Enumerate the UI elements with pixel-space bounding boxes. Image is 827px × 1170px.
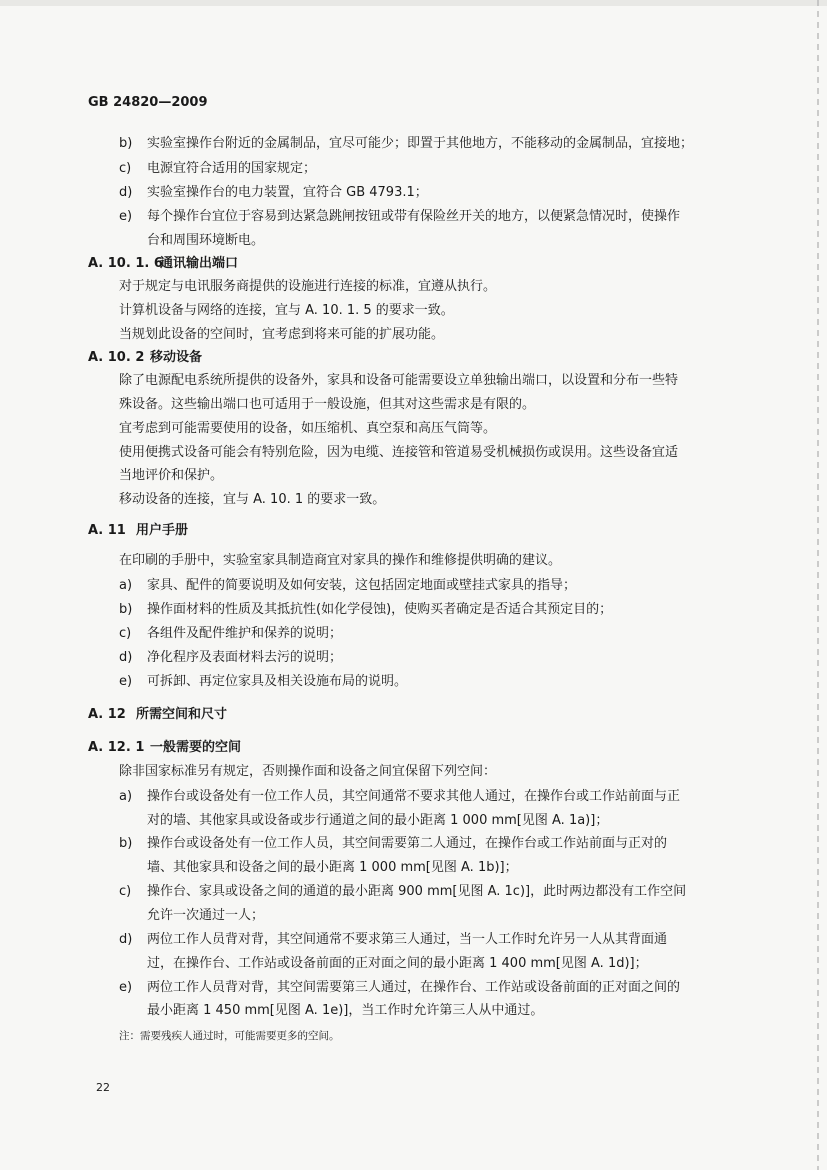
list-item [119,161,316,177]
list-item [119,884,686,900]
scan-top-edge [0,0,827,6]
list-item [119,602,612,618]
item-marker: d) [119,650,133,665]
section-number: A. 12. 1 [88,740,145,755]
list-item [119,932,667,948]
section-heading-a12-1 [88,740,241,756]
item-marker: a) [119,789,133,804]
list-item-continuation [119,233,264,249]
item-text: 两位工作人员背对背，其空间通常不要求第三人通过，当一人工作时允许另一人从其背面通 [147,932,668,947]
item-text: 墙、其他家具和设备之间的最小距离 1 000 mm[见图 A. 1b)]； [147,860,518,875]
list-item [119,136,693,152]
paragraph: 当规划此设备的空间时，宜考虑到将来可能的扩展功能。 [119,327,445,342]
paragraph: 除非国家标准另有规定，否则操作面和设备之间宜保留下列空间： [119,764,497,779]
note: 注：需要残疾人通过时，可能需要更多的空间。 [119,1030,340,1042]
section-heading-a12 [88,707,227,723]
item-marker: d) [119,932,133,947]
list-item [119,185,428,201]
paragraph-continuation: 当地评价和保护。 [119,468,224,483]
section-heading-a11 [88,523,188,539]
section-heading-a10-1-6 [88,256,238,272]
list-item [119,578,576,594]
paragraph: 除了电源配电系统所提供的设备外，家具和设备可能需要设立单独输出端口，以设置和分布一些特 [119,373,679,388]
item-text: 可拆卸、再定位家具及相关设施布局的说明。 [147,674,408,689]
standard-header: GB 24820—2009 [88,95,208,110]
item-text: 操作台、家具或设备之间的通道的最小距离 900 mm[见图 A. 1c)]，此时两边都没有工作空间 [147,884,687,899]
item-marker: b) [119,602,133,617]
list-item-continuation [119,908,264,924]
list-item [119,674,407,690]
section-title: 一般需要的空间 [150,740,242,755]
paragraph: 对于规定与电讯服务商提供的设施进行连接的标准，宜遵从执行。 [119,279,497,294]
paragraph-continuation: 殊设备。这些输出端口也可适用于一般设施，但其对这些需求是有限的。 [119,397,536,412]
section-title: 通讯输出端口 [160,256,239,271]
item-text: 家具、配件的简要说明及如何安装，这包括固定地面或壁挂式家具的指导； [147,578,577,593]
list-item [119,980,680,996]
item-text: 操作面材料的性质及其抵抗性(如化学侵蚀)，使购买者确定是否适合其预定目的； [147,602,613,617]
section-title: 移动设备 [150,350,203,365]
list-item [119,209,680,225]
section-title: 用户手册 [136,523,189,538]
list-item-continuation [119,956,648,972]
item-marker: b) [119,836,133,851]
item-text: 实验室操作台的电力装置，宜符合 GB 4793.1； [147,185,428,200]
item-marker: e) [119,980,133,995]
item-text: 每个操作台宜位于容易到达紧急跳闸按钮或带有保险丝开关的地方，以便紧急情况时，使操作 [147,209,681,224]
item-text: 实验室操作台附近的金属制品，宜尽可能少；即置于其他地方，不能移动的金属制品，宜接地； [147,136,694,151]
section-heading-a10-2 [88,350,202,366]
paragraph: 在印刷的手册中，实验室家具制造商宜对家具的操作和维修提供明确的建议。 [119,553,562,568]
section-number: A. 10. 2 [88,350,145,365]
item-text: 净化程序及表面材料去污的说明； [147,650,343,665]
item-marker: d) [119,185,133,200]
section-title: 所需空间和尺寸 [136,707,228,722]
list-item-continuation [119,860,518,876]
item-text: 对的墙、其他家具或设备或步行通道之间的最小距离 1 000 mm[见图 A. 1a)]； [147,813,609,828]
item-text: 操作台或设备处有一位工作人员，其空间通常不要求其他人通过，在操作台或工作站前面与正 [147,789,681,804]
paragraph: 计算机设备与网络的连接，宜与 A. 10. 1. 5 的要求一致。 [119,303,454,318]
item-marker: e) [119,209,133,224]
item-marker: c) [119,626,132,641]
item-marker: c) [119,884,132,899]
item-text: 操作台或设备处有一位工作人员，其空间需要第二人通过，在操作台或工作站前面与正对的 [147,836,668,851]
paragraph: 移动设备的连接，宜与 A. 10. 1 的要求一致。 [119,492,386,507]
paragraph: 宜考虑到可能需要使用的设备，如压缩机、真空泵和高压气筒等。 [119,421,497,436]
item-text: 过，在操作台、工作站或设备前面的正对面之间的最小距离 1 400 mm[见图 A. 1d)]； [147,956,648,971]
list-item [119,626,342,642]
section-number: A. 11 [88,523,126,538]
paragraph: 使用便携式设备可能会有特别危险，因为电缆、连接管和管道易受机械损伤或误用。这些设备宜适 [119,445,679,460]
item-marker: a) [119,578,133,593]
section-number: A. 10. 1. 6 [88,256,163,271]
item-text: 两位工作人员背对背，其空间需要第三人通过，在操作台、工作站或设备前面的正对面之间的 [147,980,681,995]
list-item [119,650,342,666]
item-marker: c) [119,161,132,176]
item-text: 各组件及配件维护和保养的说明； [147,626,343,641]
item-text: 允许一次通过一人； [147,908,265,923]
item-text: 电源宜符合适用的国家规定； [147,161,317,176]
scan-binding-edge [817,0,819,1170]
page-number: 22 [96,1081,110,1094]
item-text: 台和周围环境断电。 [147,233,265,248]
list-item-continuation [119,1003,543,1019]
list-item-continuation [119,813,608,829]
item-marker: e) [119,674,133,689]
list-item [119,836,667,852]
section-number: A. 12 [88,707,126,722]
item-marker: b) [119,136,133,151]
item-text: 最小距离 1 450 mm[见图 A. 1e)]，当工作时允许第三人从中通过。 [147,1003,544,1018]
list-item [119,789,680,805]
